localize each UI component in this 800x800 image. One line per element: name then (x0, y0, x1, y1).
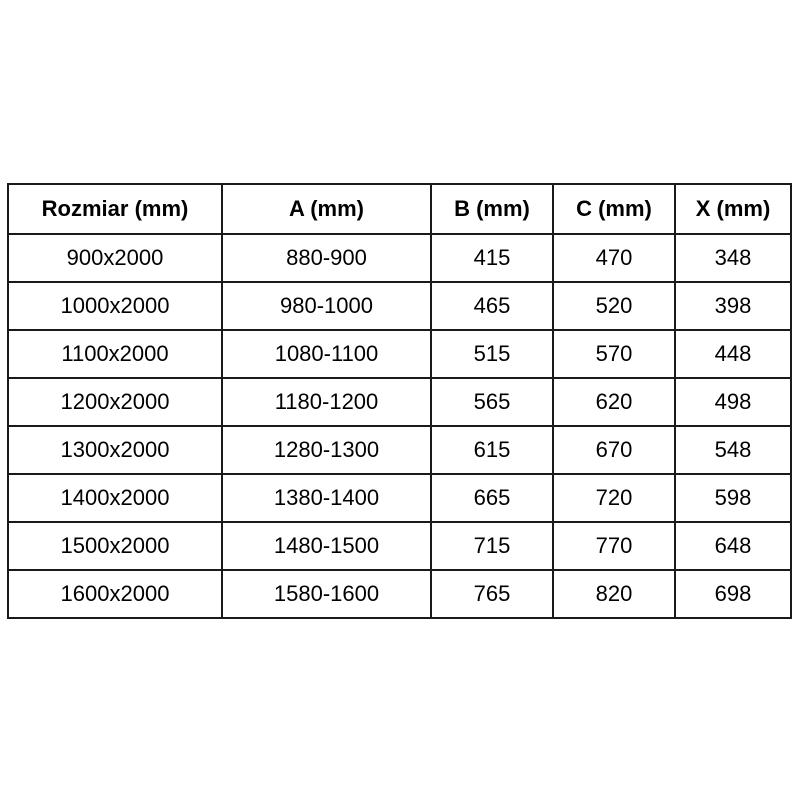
table-row (8, 282, 791, 330)
column-header-x: X (mm) (675, 184, 791, 234)
table-cell: 980-1000 (222, 282, 431, 330)
table-cell: 715 (431, 522, 553, 570)
table-cell: 1180-1200 (222, 378, 431, 426)
table-cell: 770 (553, 522, 675, 570)
table-cell: 398 (675, 282, 791, 330)
table-cell: 598 (675, 474, 791, 522)
table-cell: 465 (431, 282, 553, 330)
table-cell: 1480-1500 (222, 522, 431, 570)
column-header-c: C (mm) (553, 184, 675, 234)
table-row (8, 570, 791, 618)
header-row (8, 184, 791, 234)
column-header-rozmiar: Rozmiar (mm) (8, 184, 222, 234)
size-spec-table (7, 183, 792, 619)
table-cell: 615 (431, 426, 553, 474)
table-row (8, 330, 791, 378)
column-header-a: A (mm) (222, 184, 431, 234)
table-cell: 1100x2000 (8, 330, 222, 378)
table-row (8, 378, 791, 426)
table-cell: 1400x2000 (8, 474, 222, 522)
table-cell: 1380-1400 (222, 474, 431, 522)
column-header-b: B (mm) (431, 184, 553, 234)
table-body (8, 234, 791, 618)
table-cell: 1280-1300 (222, 426, 431, 474)
table-cell: 1200x2000 (8, 378, 222, 426)
table-cell: 498 (675, 378, 791, 426)
table-row (8, 522, 791, 570)
table-cell: 1080-1100 (222, 330, 431, 378)
table-cell: 1600x2000 (8, 570, 222, 618)
table-cell: 670 (553, 426, 675, 474)
table-cell: 720 (553, 474, 675, 522)
table-cell: 1500x2000 (8, 522, 222, 570)
table-row (8, 474, 791, 522)
table-cell: 1580-1600 (222, 570, 431, 618)
table-cell: 1000x2000 (8, 282, 222, 330)
table-row (8, 234, 791, 282)
table-cell: 665 (431, 474, 553, 522)
table-cell: 470 (553, 234, 675, 282)
table-cell: 548 (675, 426, 791, 474)
table-cell: 570 (553, 330, 675, 378)
table-cell: 1300x2000 (8, 426, 222, 474)
table-cell: 698 (675, 570, 791, 618)
table-cell: 515 (431, 330, 553, 378)
table-cell: 765 (431, 570, 553, 618)
table-cell: 820 (553, 570, 675, 618)
table-cell: 900x2000 (8, 234, 222, 282)
table-cell: 448 (675, 330, 791, 378)
table-cell: 415 (431, 234, 553, 282)
table-cell: 348 (675, 234, 791, 282)
table-cell: 620 (553, 378, 675, 426)
table-cell: 520 (553, 282, 675, 330)
table-cell: 565 (431, 378, 553, 426)
table-row (8, 426, 791, 474)
table-cell: 880-900 (222, 234, 431, 282)
table-cell: 648 (675, 522, 791, 570)
